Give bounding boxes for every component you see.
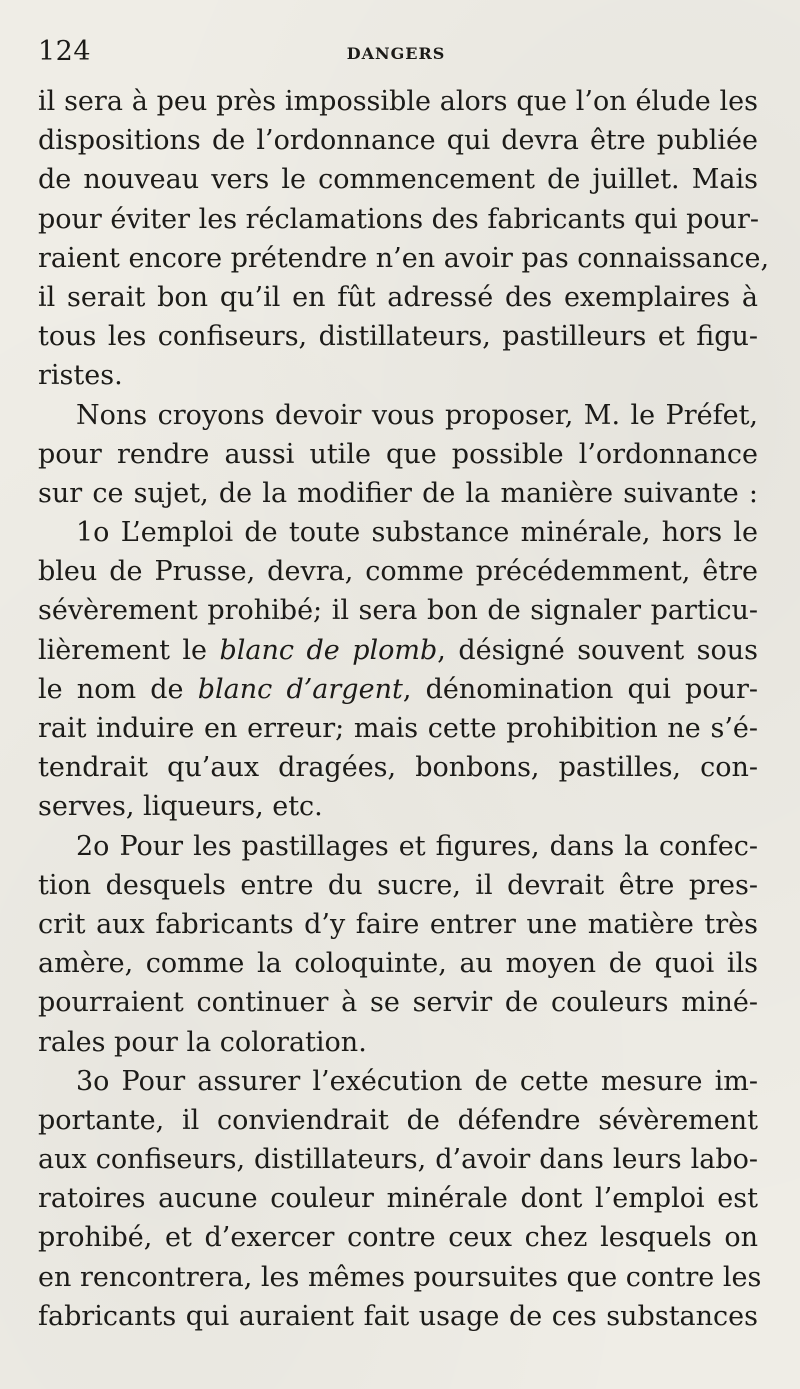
text-fragment: lièrement le bbox=[38, 634, 220, 666]
text-line: de nouveau vers le commencement de juillet. Mais bbox=[38, 164, 758, 196]
text-fragment: , désigné souvent sous bbox=[437, 634, 758, 666]
text-fragment: , dénomination qui pour- bbox=[402, 673, 759, 705]
text-line: 2o Pour les pastillages et figures, dans la confec- bbox=[76, 830, 758, 862]
text-line: tendrait qu’aux dragées, bonbons, pastilles, con- bbox=[38, 752, 758, 784]
text-line: portante, il conviendrait de défendre sévèrement bbox=[38, 1104, 758, 1136]
text-line: ristes. bbox=[38, 360, 123, 392]
text-line: dispositions de l’ordonnance qui devra être publiée bbox=[38, 125, 758, 157]
text-line-with-italic bbox=[38, 631, 758, 670]
body-text bbox=[38, 82, 770, 1336]
italic-term: blanc de plomb bbox=[219, 634, 438, 666]
text-line: pour éviter les réclamations des fabricants qui pour- bbox=[38, 203, 760, 235]
text-line: amère, comme la coloquinte, au moyen de quoi ils bbox=[38, 948, 758, 980]
italic-term: blanc d’argent bbox=[197, 673, 403, 705]
page-header bbox=[38, 32, 754, 72]
paragraph-1 bbox=[38, 82, 770, 396]
text-line: Nons croyons devoir vous proposer, M. le Préfet, bbox=[76, 399, 758, 431]
text-line: pourraient continuer à se servir de couleurs miné- bbox=[38, 987, 758, 1019]
paragraph-5 bbox=[38, 1062, 762, 1336]
text-line: sévèrement prohibé; il sera bon de signaler particu- bbox=[38, 595, 758, 627]
text-line: rales pour la coloration. bbox=[38, 1026, 367, 1058]
text-line: raient encore prétendre n’en avoir pas connaissance, bbox=[38, 242, 770, 274]
page-number: 124 bbox=[38, 36, 92, 67]
text-line: bleu de Prusse, devra, comme précédemment, être bbox=[38, 556, 758, 588]
text-line: ratoires aucune couleur minérale dont l’emploi est bbox=[38, 1183, 758, 1215]
text-line: pour rendre aussi utile que possible l’ordonnance bbox=[38, 438, 758, 470]
text-line: il serait bon qu’il en fût adressé des exemplaires à bbox=[38, 281, 758, 313]
text-line: il sera à peu près impossible alors que l’on élude les bbox=[38, 86, 758, 117]
text-line: rait induire en erreur; mais cette prohibition ne s’é- bbox=[38, 713, 758, 744]
paragraph-3 bbox=[38, 513, 758, 827]
text-line: en rencontrera, les mêmes poursuites que contre les bbox=[38, 1261, 762, 1293]
text-line: 3o Pour assurer l’exécution de cette mesure im- bbox=[76, 1065, 758, 1097]
text-line-with-italic bbox=[38, 670, 758, 709]
text-line: crit aux fabricants d’y faire entrer une matière très bbox=[38, 908, 758, 940]
text-line: tous les confiseurs, distillateurs, pastilleurs et figu- bbox=[38, 321, 758, 353]
text-line: sur ce sujet, de la modifier de la manière suivante : bbox=[38, 477, 758, 509]
paragraph-2 bbox=[38, 396, 758, 514]
text-line: serves, liqueurs, etc. bbox=[38, 791, 323, 823]
text-line: aux confiseurs, distillateurs, d’avoir dans leurs labo- bbox=[38, 1144, 758, 1176]
text-line: tion desquels entre du sucre, il devrait être pres- bbox=[38, 869, 758, 901]
text-line: prohibé, et d’exercer contre ceux chez lesquels on bbox=[38, 1222, 758, 1254]
text-fragment: le nom de bbox=[38, 673, 198, 705]
running-head: DANGERS bbox=[346, 44, 446, 63]
paragraph-4 bbox=[38, 827, 758, 1062]
text-line: fabricants qui auraient fait usage de ces substances bbox=[38, 1300, 758, 1332]
text-line: 1o L’emploi de toute substance minérale, hors le bbox=[76, 517, 758, 549]
